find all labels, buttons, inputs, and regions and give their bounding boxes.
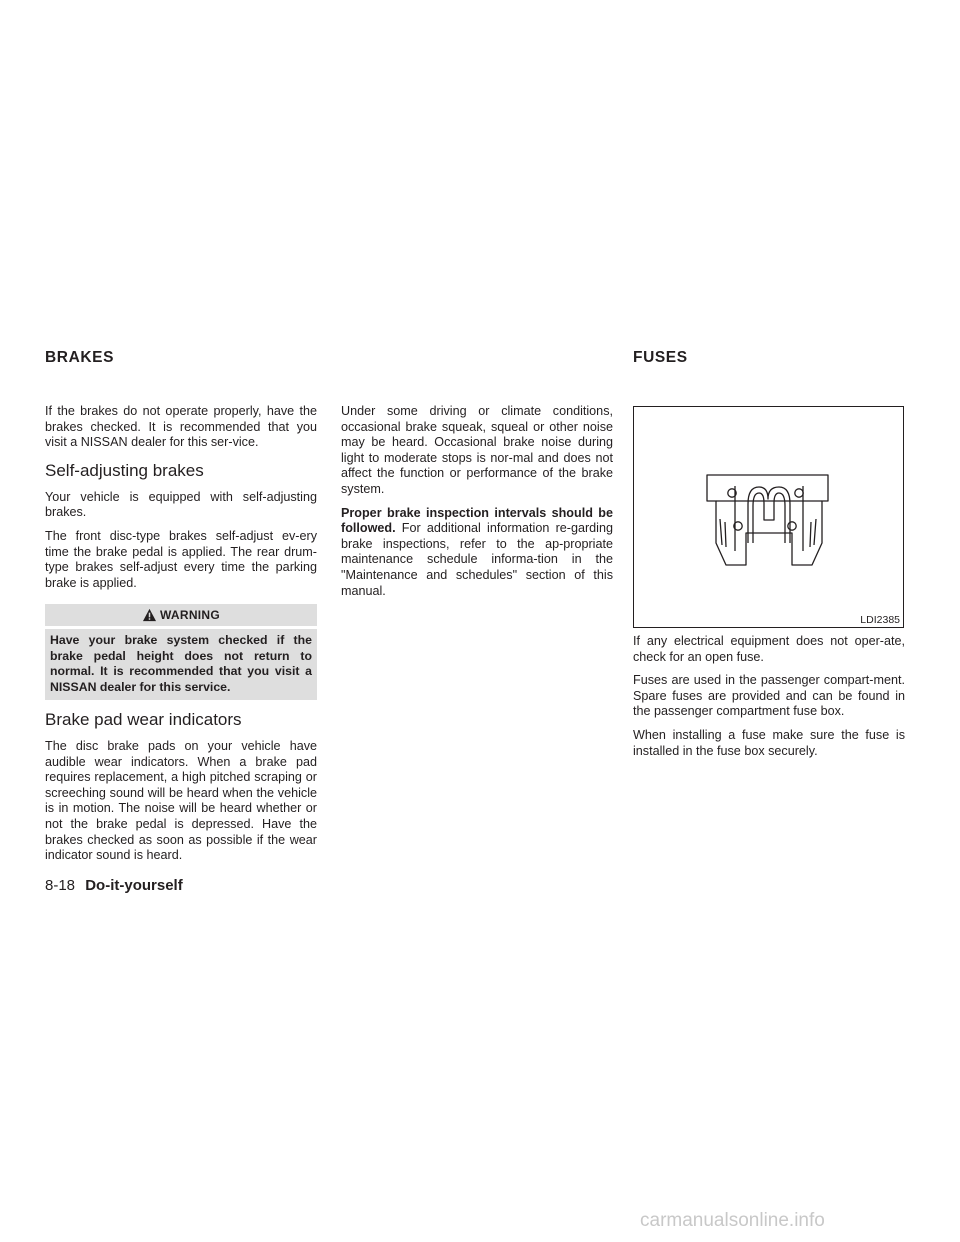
warning-text: Have your brake system checked if the brake pedal height does not return to normal. It is recommended that you visit a NISSAN dealer for this service. [45,629,317,700]
pad-wear-paragraph: The disc brake pads on your vehicle have audible wear indicators. When a brake pad requires replacement, a high pitched scraping or screeching sound will be heard when the vehicle is in motion. The noise will be heard whether or not the brake pedal is depressed. Have the brakes checked as soon as possible if the wear indicator sound is heard. [45,738,317,863]
column-2 [341,404,613,607]
fuses-paragraph-3: When installing a fuse make sure the fuse is installed in the fuse box securely. [633,727,905,758]
brake-inspection-bold-lead: Proper brake inspection intervals should be followed. [341,505,613,536]
fuse-illustration [633,406,904,628]
column-3 [633,634,905,767]
page-number: 8-18 [45,877,76,894]
figure-label: LDI2385 [860,614,900,626]
column-1 [45,404,317,872]
fuses-paragraph-2: Fuses are used in the passenger compart-ment. Spare fuses are provided and can be found in the passenger compartment fuse box. [633,673,905,719]
fuses-paragraph-1: If any electrical equipment does not oper-ate, check for an open fuse. [633,634,905,664]
warning-title: WARNING [159,607,221,622]
subheading-self-adjusting-brakes: Self-adjusting brakes [45,460,204,480]
brakes-intro-paragraph: If the brakes do not operate properly, have the brakes checked. It is recommended that you visit a NISSAN dealer for this ser-vice. [45,404,317,450]
self-adjusting-paragraph-1: Your vehicle is equipped with self-adjusting brakes. [45,489,317,520]
fuse-drawing [634,407,903,627]
watermark: carmanualsonline.info [640,1210,825,1231]
chapter-name: Do-it-yourself [85,877,183,894]
brake-inspection-text: For additional information re-garding brake inspections, refer to the ap-propriate maintenance schedule informa-tion in the "Maintenance and schedules" section of this manual. [341,521,613,598]
brake-noise-paragraph: Under some driving or climate conditions, occasional brake squeak, squeal or other noise may be heard. Occasional brake noise during light to moderate stops is nor-mal and does not affect the function or performance of the brake system. [341,404,613,496]
section-heading-brakes: BRAKES [45,349,115,366]
brake-inspection-paragraph [341,506,613,600]
page-footer [45,877,183,894]
section-heading-fuses: FUSES [633,349,688,366]
warning-triangle-icon [142,608,157,622]
subheading-brake-pad-wear-indicators: Brake pad wear indicators [45,709,242,729]
warning-box [45,604,317,700]
warning-header [45,604,317,626]
self-adjusting-paragraph-2: The front disc-type brakes self-adjust ev-ery time the brake pedal is applied. The rear drum-type brakes self-adjust every time the parking brake is applied. [45,528,317,590]
